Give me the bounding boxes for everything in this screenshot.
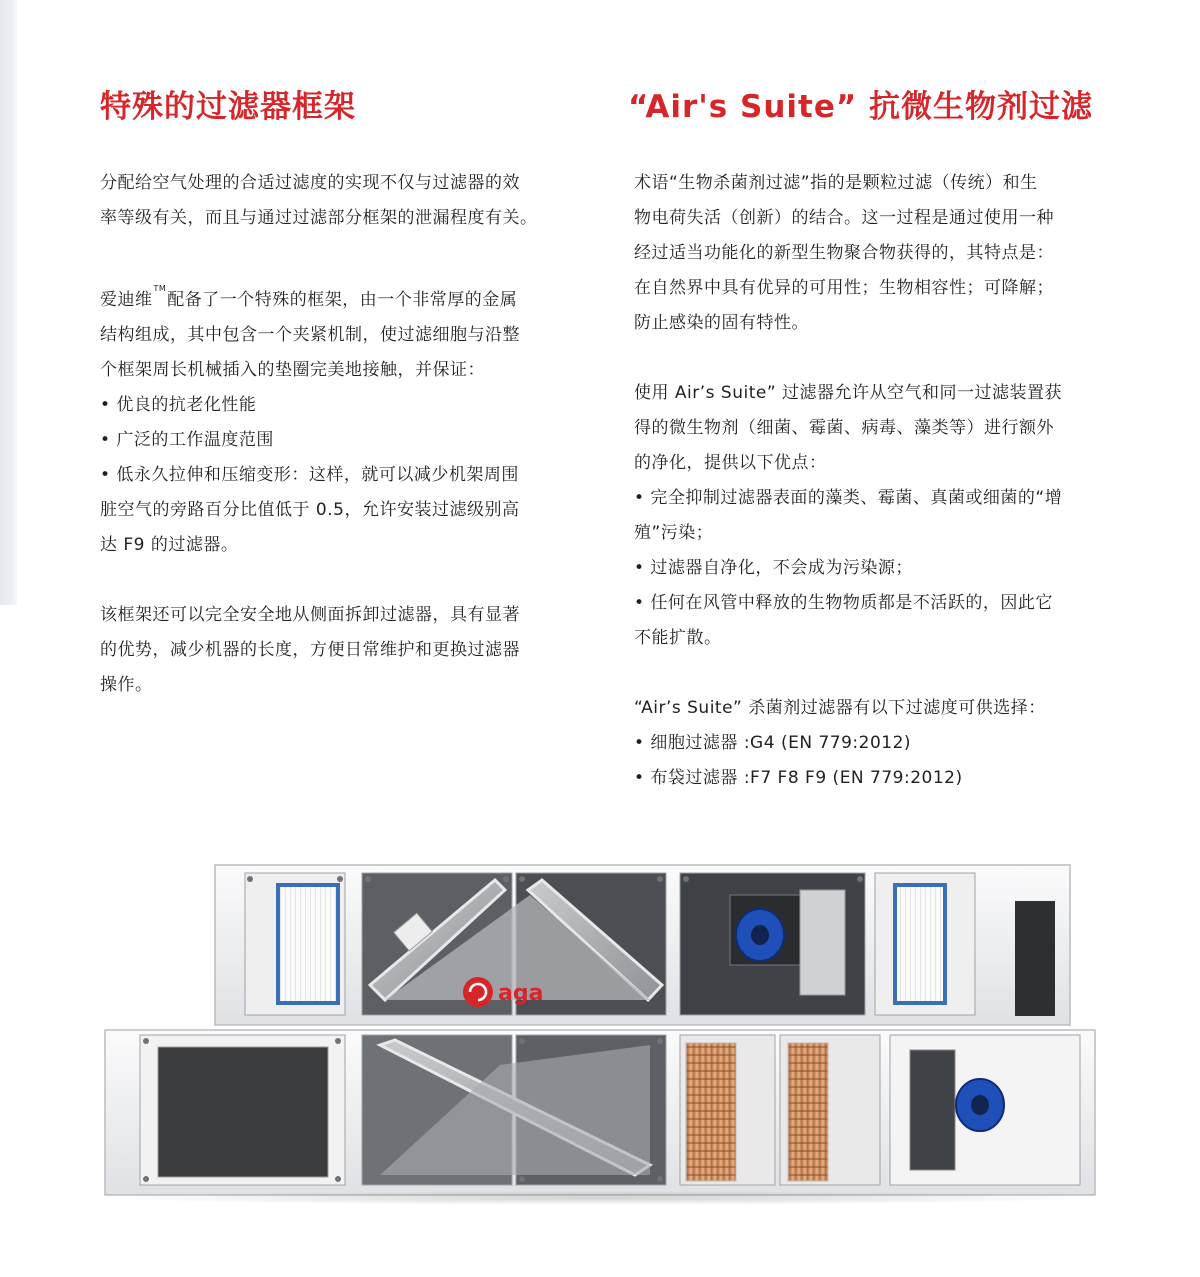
brand-name: 爱迪维 (100, 290, 153, 310)
text-line: 结构组成，其中包含一个夹紧机制，使过滤细胞与沿整 (100, 325, 520, 345)
trademark-mark: TM (153, 284, 167, 293)
brand-logo-icon (463, 977, 493, 1007)
bullet-item: • 过滤器自净化，不会成为污染源； (634, 558, 913, 578)
text-line: 物电荷失活（创新）的结合。这一过程是通过使用一种 (634, 208, 1054, 228)
text-line: 的优势，减少机器的长度，方便日常维护和更换过滤器 (100, 640, 520, 660)
bullet-item: • 广泛的工作温度范围 (100, 430, 274, 450)
text-line: 操作。 (100, 675, 153, 695)
text-line: 分配给空气处理的合适过滤度的实现不仅与过滤器的效 (100, 173, 520, 193)
page-edge-strip (0, 0, 17, 605)
text-line: 在自然界中具有优异的可用性；生物相容性；可降解； (634, 278, 1054, 298)
right-paragraph-1 (634, 166, 1124, 341)
bullet-item: • 低永久拉伸和压缩变形：这样，就可以减少机架周围 (100, 465, 519, 485)
air-handling-unit-illustration (100, 835, 1100, 1205)
right-column (628, 82, 1124, 796)
text-line: 个框架周长机械插入的垫圈完美地接触，并保证： (100, 360, 485, 380)
left-paragraph-2 (100, 271, 590, 563)
text-line: 术语“生物杀菌剂过滤”指的是颗粒过滤（传统）和生 (634, 173, 1038, 193)
text-line: 率等级有关，而且与通过过滤部分框架的泄漏程度有关。 (100, 208, 538, 228)
text-line: 使用 Air’s Suite” 过滤器允许从空气和同一过滤装置获 (634, 383, 1063, 403)
text-fragment: 配备了一个特殊的框架，由一个非常厚的金属 (167, 290, 518, 310)
text-line: 的净化，提供以下优点： (634, 453, 827, 473)
right-section-title: “Air's Suite” 抗微生物剂过滤 (628, 89, 1094, 125)
left-section-title: 特殊的过滤器框架 (100, 89, 356, 125)
photo-shadow (108, 1191, 1092, 1205)
left-paragraph-3 (100, 598, 590, 703)
text-line: 脏空气的旁路百分比值低于 0.5，允许安装过滤级别高 (100, 500, 520, 520)
bullet-item: • 完全抑制过滤器表面的藻类、霉菌、真菌或细菌的“增 (634, 488, 1063, 508)
text-line (100, 271, 590, 318)
text-line: 殖”污染； (634, 523, 714, 543)
air-handling-unit-photo (100, 835, 1100, 1215)
brand-logo-text: aga (498, 981, 544, 1006)
bullet-item: • 布袋过滤器 :F7 F8 F9 (EN 779:2012) (634, 768, 963, 788)
right-paragraph-3 (634, 691, 1124, 796)
text-line: 不能扩散。 (634, 628, 722, 648)
left-column (100, 82, 590, 703)
text-line: 经过适当功能化的新型生物聚合物获得的，其特点是： (634, 243, 1054, 263)
text-line: 达 F9 的过滤器。 (100, 535, 239, 555)
left-paragraph-1 (100, 166, 590, 236)
right-paragraph-2 (634, 376, 1124, 656)
text-line: 得的微生物剂（细菌、霉菌、病毒、藻类等）进行额外 (634, 418, 1054, 438)
bullet-item: • 细胞过滤器 :G4 (EN 779:2012) (634, 733, 912, 753)
bullet-item: • 任何在风管中释放的生物物质都是不活跃的，因此它 (634, 593, 1053, 613)
text-line: 该框架还可以完全安全地从侧面拆卸过滤器，具有显著 (100, 605, 520, 625)
bullet-item: • 优良的抗老化性能 (100, 395, 257, 415)
text-line: 防止感染的固有特性。 (634, 313, 809, 333)
text-line: “Air’s Suite” 杀菌剂过滤器有以下过滤度可供选择： (634, 698, 1046, 718)
